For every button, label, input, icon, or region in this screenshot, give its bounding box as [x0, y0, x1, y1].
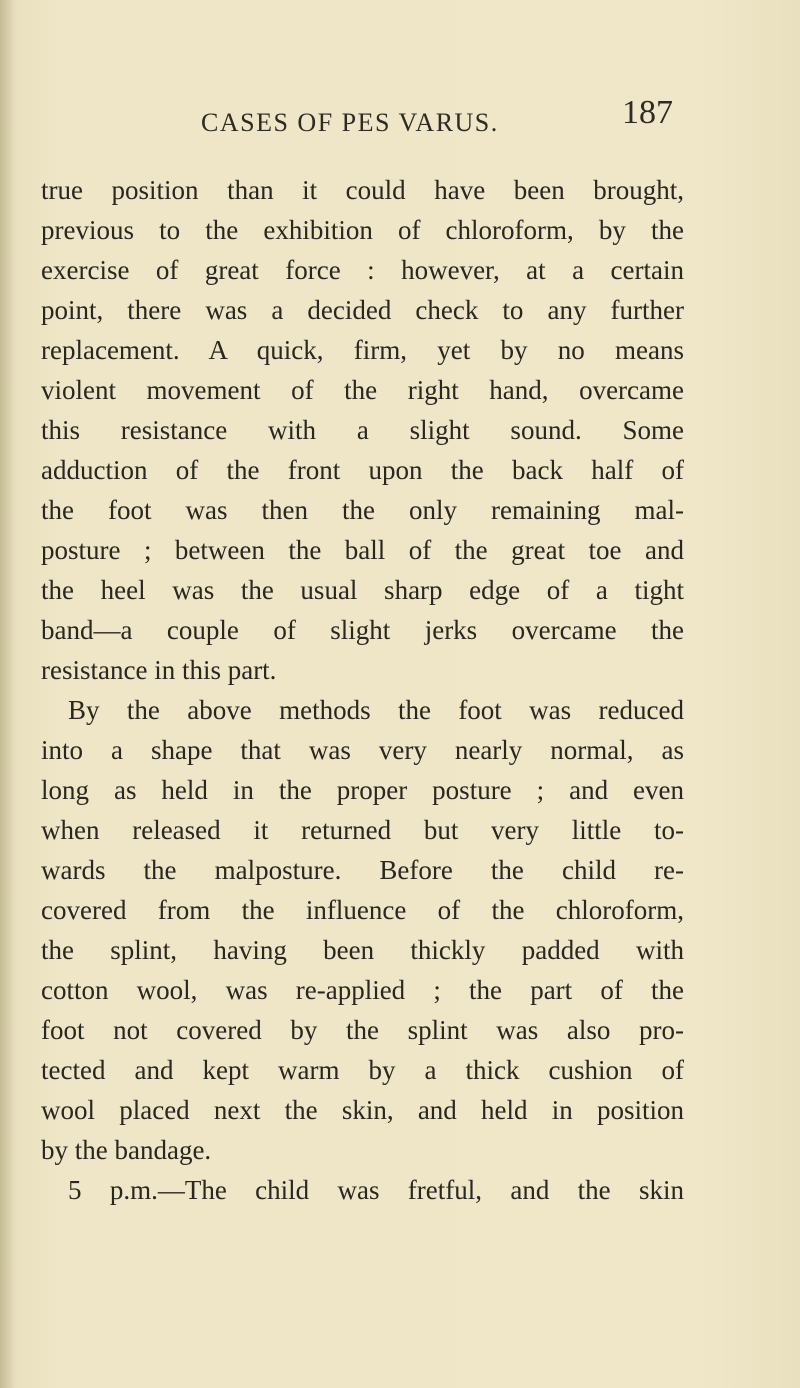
text-line: violent movement of the right hand, overcame [41, 375, 684, 405]
paragraph-first-line: By the above methods the foot was reduced [68, 695, 684, 725]
running-head: CASES OF PES VARUS. [201, 108, 499, 137]
text-line: when released it returned but very little to- [41, 815, 684, 845]
text-line: posture ; between the ball of the great toe and [41, 535, 684, 565]
binding-shadow [0, 0, 14, 1388]
text-line: adduction of the front upon the back half of [41, 455, 684, 485]
text-line: band—a couple of slight jerks overcame the [41, 615, 684, 645]
text-line: covered from the influence of the chloroform, [41, 895, 684, 925]
page-header [0, 90, 800, 150]
text-line: the splint, having been thickly padded with [41, 935, 684, 965]
text-line: by the bandage. [41, 1135, 212, 1165]
text-line: into a shape that was very nearly normal, as [41, 735, 684, 765]
text-line: wards the malposture. Before the child re- [41, 855, 684, 885]
text-line: true position than it could have been brought, [41, 175, 684, 205]
text-line: resistance in this part. [41, 655, 277, 685]
text-line: wool placed next the skin, and held in position [41, 1095, 684, 1125]
text-line: replacement. A quick, firm, yet by no means [41, 335, 684, 365]
text-line: the foot was then the only remaining mal- [41, 495, 684, 525]
text-line: previous to the exhibition of chloroform, by the [41, 215, 684, 245]
text-line: exercise of great force : however, at a certain [41, 255, 684, 285]
text-line: long as held in the proper posture ; and even [41, 775, 684, 805]
text-line: the heel was the usual sharp edge of a tight [41, 575, 684, 605]
text-line: foot not covered by the splint was also pro- [41, 1015, 684, 1045]
text-line: cotton wool, was re-applied ; the part of the [41, 975, 684, 1005]
paragraph-first-line: 5 p.m.—The child was fretful, and the skin [68, 1175, 684, 1205]
text-line: this resistance with a slight sound. Some [41, 415, 684, 445]
text-line: tected and kept warm by a thick cushion of [41, 1055, 684, 1085]
text-line: point, there was a decided check to any further [41, 295, 684, 325]
page-number: 187 [622, 94, 673, 131]
